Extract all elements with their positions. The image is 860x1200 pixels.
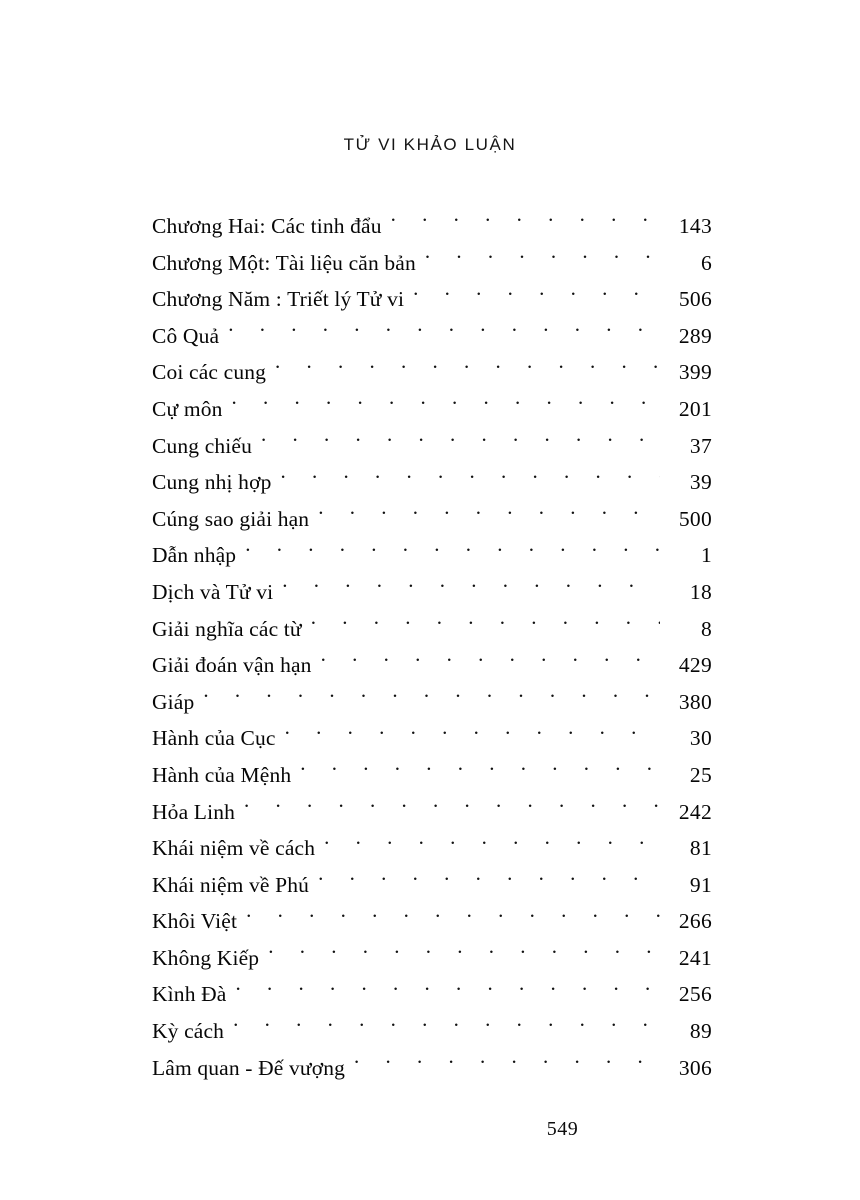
index-entry-title: Cung nhị hợp	[152, 470, 272, 495]
index-entry-page-number: 91	[689, 872, 712, 897]
index-entry[interactable]	[152, 428, 712, 465]
index-entry-page-number: 256	[678, 982, 712, 1007]
index-entry-page-number: 8	[700, 616, 712, 641]
index-entry[interactable]	[152, 208, 712, 245]
index-entry[interactable]	[152, 391, 712, 428]
index-entry[interactable]	[152, 720, 712, 757]
dot-leader	[311, 614, 660, 636]
index-entry-page-number: 1	[700, 543, 712, 568]
dot-leader	[232, 394, 661, 416]
index-entry[interactable]	[152, 940, 712, 977]
dot-leader	[236, 980, 661, 1002]
index-entry-title: Khái niệm về cách	[152, 836, 316, 861]
index-entry[interactable]	[152, 867, 712, 904]
index-entry-page-number: 242	[678, 799, 712, 824]
index-entry[interactable]	[152, 794, 712, 831]
index-entry[interactable]	[152, 757, 712, 794]
index-entry-title: Giải đoán vận hạn	[152, 653, 312, 678]
dot-leader	[354, 1053, 660, 1075]
dot-leader	[280, 468, 660, 490]
index-entry-page-number: 289	[678, 323, 712, 348]
dot-leader	[300, 760, 660, 782]
dot-leader	[245, 541, 660, 563]
dot-leader	[318, 504, 660, 526]
index-entry[interactable]	[152, 611, 712, 648]
index-entry-title: Khôi Việt	[152, 909, 238, 934]
index-entry-title: Cự môn	[152, 396, 223, 421]
dot-leader	[318, 870, 660, 892]
index-entry[interactable]	[152, 684, 712, 721]
index-entry-page-number: 266	[678, 909, 712, 934]
index-entry-title: Cô Quả	[152, 323, 220, 348]
dot-leader	[321, 651, 660, 673]
index-entry-page-number: 39	[689, 470, 712, 495]
index-entry-title: Hỏa Linh	[152, 799, 236, 824]
dot-leader	[425, 248, 660, 270]
index-entry-page-number: 201	[678, 396, 712, 421]
index-entry[interactable]	[152, 976, 712, 1013]
index-entry-title: Kỳ cách	[152, 1019, 225, 1044]
index-entry-title: Không Kiếp	[152, 945, 260, 970]
dot-leader	[228, 321, 660, 343]
folio-page-number: 549	[546, 1118, 579, 1140]
running-header-title: TỬ VI KHẢO LUẬN	[343, 135, 517, 154]
dot-leader	[246, 907, 660, 929]
dot-leader	[285, 724, 660, 746]
dot-leader	[203, 687, 660, 709]
index-entry-title: Chương Hai: Các tinh đẩu	[152, 214, 382, 238]
index-entry-page-number: 429	[678, 653, 712, 678]
index-entry-page-number: 506	[678, 287, 712, 312]
dot-leader	[244, 797, 660, 819]
dot-leader	[275, 358, 660, 380]
index-entry-page-number: 18	[689, 579, 712, 604]
index-entry-title: Cúng sao giải hạn	[152, 506, 310, 531]
index-entry-page-number: 89	[689, 1019, 712, 1044]
index-entry[interactable]	[152, 537, 712, 574]
index-entry[interactable]	[152, 574, 712, 611]
index-entry-title: Chương Một: Tài liệu căn bản	[152, 250, 416, 275]
index-entry-page-number: 399	[678, 360, 712, 385]
dot-leader	[391, 212, 660, 234]
index-entry-title: Lâm quan - Đế vượng	[152, 1055, 346, 1080]
index-entry-title: Cung chiếu	[152, 433, 253, 458]
dot-leader	[268, 943, 660, 965]
index-entry[interactable]	[152, 318, 712, 355]
index-entry-title: Hành của Mệnh	[152, 762, 292, 787]
index-entry[interactable]	[152, 245, 712, 282]
index-entry-title: Kình Đà	[152, 982, 227, 1007]
index-entry-page-number: 380	[678, 689, 712, 714]
index-entry-page-number: 81	[689, 836, 712, 861]
index-entry-title: Dẫn nhập	[152, 543, 237, 568]
dot-leader	[413, 285, 660, 307]
index-entry[interactable]	[152, 464, 712, 501]
index-entry[interactable]	[152, 830, 712, 867]
index-entry-page-number: 6	[700, 250, 712, 275]
index-entry-page-number: 306	[678, 1055, 712, 1080]
index-entry-title: Chương Năm : Triết lý Tử vi	[152, 287, 405, 312]
index-entry-page-number: 25	[689, 762, 712, 787]
index-entry-title: Dịch và Tử vi	[152, 579, 274, 604]
index-entry[interactable]	[152, 1050, 712, 1087]
index-entry[interactable]	[152, 1013, 712, 1050]
dot-leader	[233, 1017, 660, 1039]
index-entry-page-number: 241	[678, 945, 712, 970]
index-entry-title: Giáp	[152, 689, 195, 714]
dot-leader	[261, 431, 660, 453]
dot-leader	[324, 834, 660, 856]
index-entry[interactable]	[152, 647, 712, 684]
index-entry[interactable]	[152, 354, 712, 391]
index-entry-page-number: 500	[678, 506, 712, 531]
index-entry-list	[152, 208, 712, 1086]
index-entry-title: Coi các cung	[152, 360, 267, 385]
page-folio	[0, 1118, 860, 1141]
index-entry-page-number: 37	[689, 433, 712, 458]
index-entry[interactable]	[152, 501, 712, 538]
index-entry-title: Hành của Cục	[152, 726, 276, 751]
index-entry-page-number: 30	[689, 726, 712, 751]
dot-leader	[282, 577, 660, 599]
index-entry-title: Khái niệm về Phú	[152, 872, 310, 897]
index-entry-title: Giải nghĩa các từ	[152, 616, 302, 641]
index-entry[interactable]	[152, 281, 712, 318]
index-entry[interactable]	[152, 903, 712, 940]
index-entry-page-number: 143	[678, 214, 712, 238]
